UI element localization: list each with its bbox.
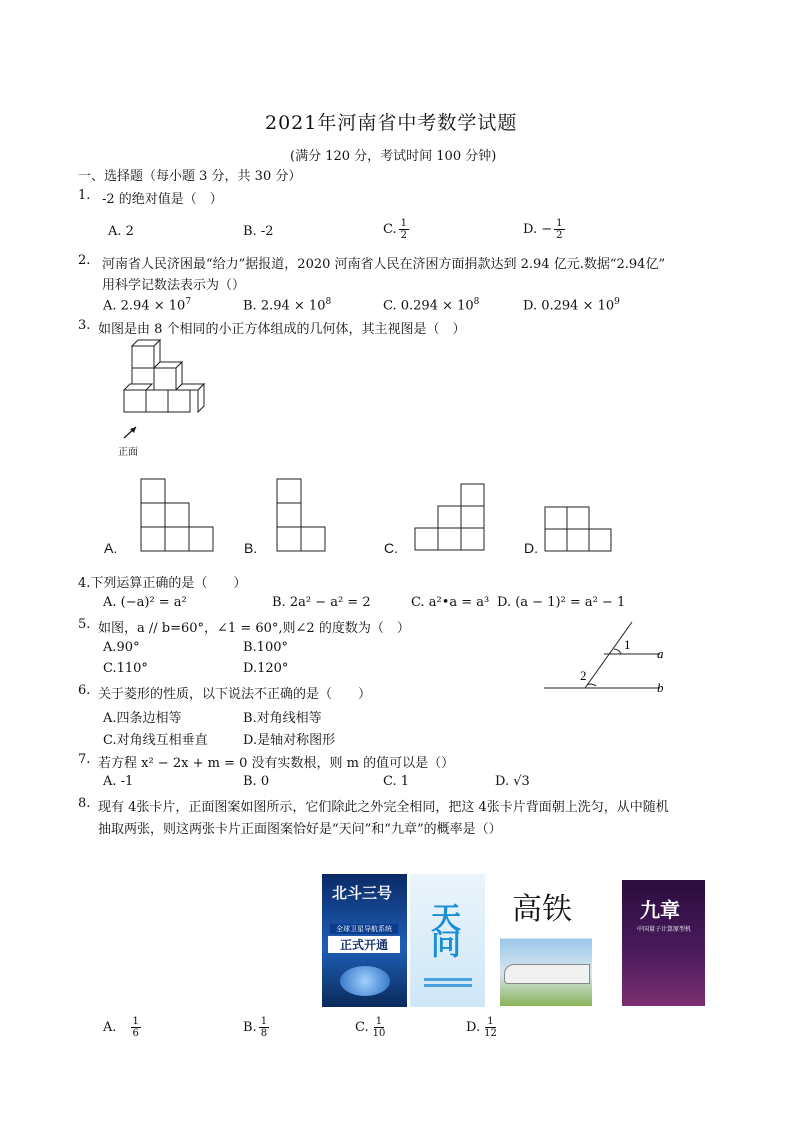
q8-option-a: A. $\frac{1}{6}$ (103, 1016, 139, 1039)
q3-option-b: B. (244, 540, 258, 556)
q6-stem: 关于菱形的性质，以下说法不正确的是（ ） (98, 687, 372, 702)
q1-option-c: C. $\frac{1}{2}$ (383, 218, 407, 241)
angle-2-label: 2 (580, 668, 587, 683)
q2-stem-line1: 河南省人民济困最“给力”据报道，2020 河南省人民在济困方面捐款达到 2.94 亿元.数据“2.94亿” (102, 257, 666, 272)
q7-option-c: C. 1 (383, 774, 410, 789)
card-gaotie: 高铁 (500, 876, 592, 1006)
q6-option-c: C.对角线互相垂直 (103, 733, 208, 748)
q8-option-d: D. $\frac{1}{12}$ (466, 1016, 497, 1039)
line-a-label: a (657, 646, 664, 661)
q1-stem: -2 的绝对值是（ ） (102, 192, 223, 207)
q1-number: 1. (78, 188, 91, 203)
q4-option-a: A. (−a)² = a² (103, 595, 187, 610)
q3-option-d-figure (544, 506, 614, 554)
page-title: 2021年河南省中考数学试题 (265, 112, 518, 134)
q2-option-b: B. $2.94 \times 10^8$ (243, 297, 332, 314)
q5-parallel-lines-figure (540, 620, 680, 695)
q2-option-c: C. $0.294 \times 10^8$ (383, 297, 480, 314)
q3-option-b-figure (276, 478, 331, 553)
card-jiuzhang: 九章 中国量子计算原型机 (622, 880, 705, 1006)
card-beidou: 北斗三号 全球卫星导航系统 正式开通 (322, 874, 407, 1007)
q3-option-c-figure (414, 483, 489, 553)
q8-option-b: B. $\frac{1}{8}$ (243, 1016, 268, 1039)
q3-option-d: D. (524, 540, 538, 556)
q1-option-a: A. 2 (108, 224, 134, 239)
q7-stem: 若方程 x² − 2x + m = 0 没有实数根，则 m 的值可以是（） (98, 756, 455, 771)
globe-icon (340, 966, 390, 996)
page-subtitle: (满分 120 分，考试时间 100 分钟) (290, 149, 497, 164)
train-icon (504, 964, 590, 984)
q5-option-b: B.100° (243, 640, 288, 655)
q4-stem: 4.下列运算正确的是（ ） (78, 576, 247, 591)
q7-option-d: D. √3 (495, 774, 530, 789)
section-heading: 一、选择题（每小题 3 分，共 30 分） (78, 169, 302, 184)
q3-option-c: C. (384, 540, 398, 556)
q6-number: 6. (78, 683, 91, 698)
card-tianwen: 天问 (410, 874, 485, 1007)
q6-option-a: A.四条边相等 (103, 711, 182, 726)
q1-option-b: B. -2 (243, 224, 274, 239)
q8-number: 8. (78, 796, 91, 811)
q5-option-a: A.90° (103, 640, 140, 655)
q3-number: 3. (78, 318, 91, 333)
q5-option-d: D.120° (243, 661, 289, 676)
q5-option-c: C.110° (103, 661, 148, 676)
q8-stem-line1: 现有 4张卡片，正面图案如图所示，它们除此之外完全相同，把这 4张卡片背面朝上洗匀，从中随机 (98, 800, 669, 815)
q3-option-a: A. (104, 540, 118, 556)
q3-stem: 如图是由 8 个相同的小正方体组成的几何体，其主视图是（ ） (98, 322, 466, 337)
q3-option-a-figure (140, 478, 215, 553)
q5-number: 5. (78, 617, 91, 632)
q4-option-c: C. a²•a = a³ (411, 595, 490, 610)
q2-number: 2. (78, 253, 91, 268)
q8-option-c: C. $\frac{1}{10}$ (355, 1016, 386, 1039)
q2-stem-line2: 用科学记数法表示为（） (102, 278, 246, 293)
q6-option-b: B.对角线相等 (243, 711, 322, 726)
q2-option-a: A. $2.94 \times 10^7$ (103, 297, 192, 314)
q8-stem-line2: 抽取两张，则这两张卡片正面图案恰好是“天问”和“九章”的概率是（） (98, 822, 502, 837)
q2-option-d: D. $0.294 \times 10^9$ (523, 297, 620, 314)
q4-option-b: B. 2a² − a² = 2 (272, 595, 371, 610)
q1-option-d: D. − $\frac{1}{2}$ (523, 218, 563, 241)
q6-option-d: D.是轴对称图形 (243, 733, 336, 748)
q5-stem: 如图，a // b=60°，∠1 = 60°,则∠2 的度数为（ ） (98, 621, 410, 636)
q7-option-a: A. -1 (103, 774, 134, 789)
line-b-label: b (657, 680, 664, 695)
q4-option-d: D. (a − 1)² = a² − 1 (497, 595, 626, 610)
q7-number: 7. (78, 752, 91, 767)
front-label: 正面 (118, 447, 138, 458)
angle-1-label: 1 (624, 637, 631, 652)
q7-option-b: B. 0 (243, 774, 270, 789)
